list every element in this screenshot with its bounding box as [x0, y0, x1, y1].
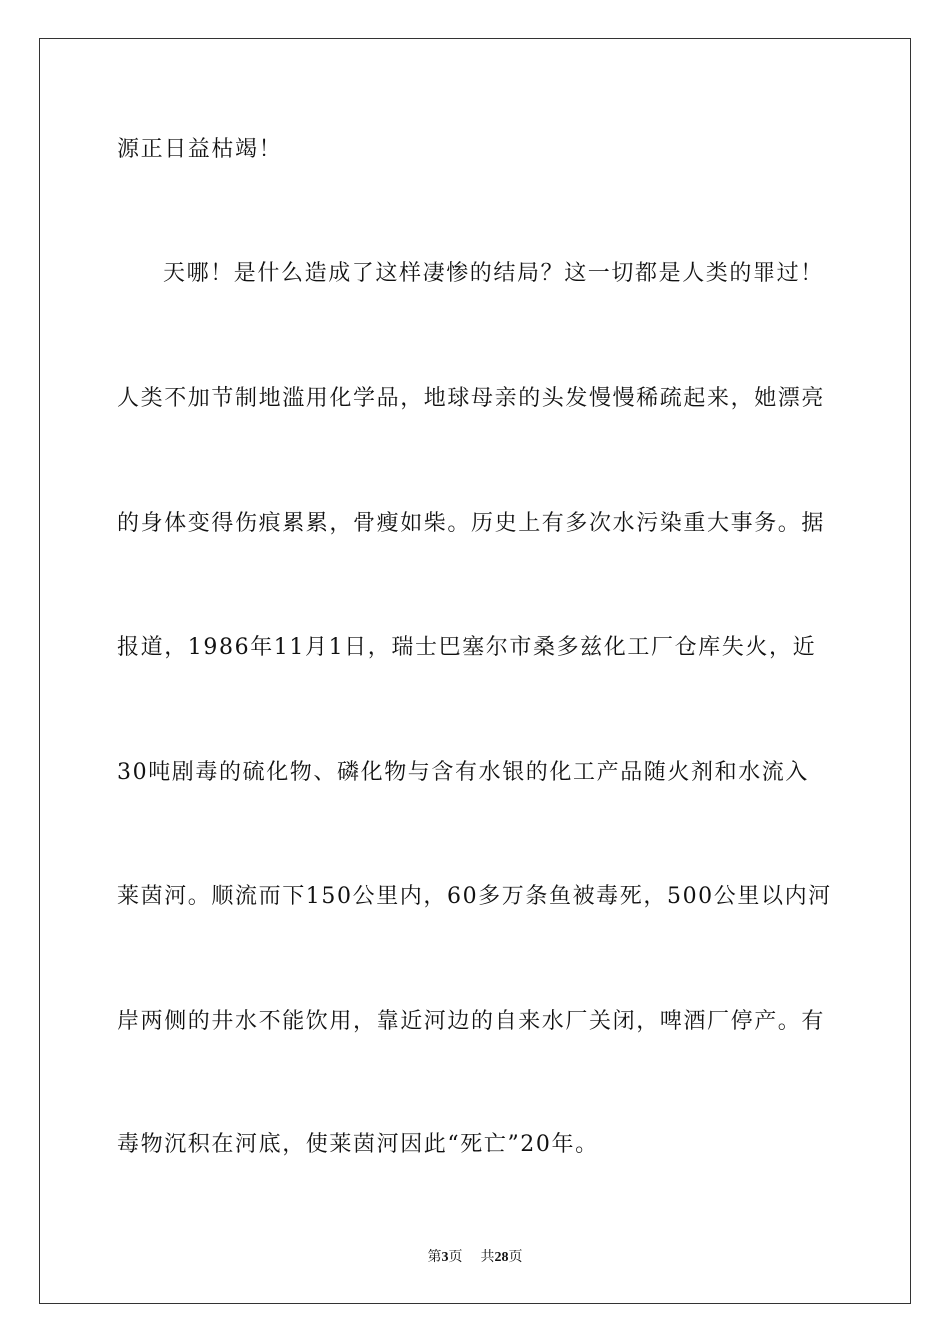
body-text-line: 的身体变得伤痕累累，骨瘦如柴。历史上有多次水污染重大事务。据 — [117, 511, 826, 536]
body-text-line: 人类不加节制地滥用化学品，地球母亲的头发慢慢稀疏起来，她漂亮 — [117, 386, 826, 411]
total-pages: 28 — [494, 1250, 509, 1265]
body-text-line: 源正日益枯竭！ — [117, 137, 283, 162]
body-text-line: 毒物沉积在河底，使莱茵河因此“死亡”20年。 — [117, 1132, 599, 1157]
page-footer — [0, 1248, 950, 1267]
page-suffix: 页 — [448, 1249, 463, 1265]
total-prefix: 共 — [480, 1249, 495, 1265]
page-prefix: 第 — [427, 1249, 442, 1265]
body-text-line: 莱茵河。顺流而下150公里内，60多万条鱼被毒死，500公里以内河 — [117, 884, 832, 909]
page-border — [39, 38, 911, 1304]
body-text-line: 岸两侧的井水不能饮用，靠近河边的自来水厂关闭，啤酒厂停产。有 — [117, 1009, 826, 1034]
page-number: 3 — [441, 1250, 449, 1265]
total-suffix: 页 — [508, 1249, 523, 1265]
body-text-line: 30吨剧毒的硫化物、磷化物与含有水银的化工产品随火剂和水流入 — [117, 760, 809, 785]
body-text-line: 天哪！是什么造成了这样凄惨的结局？这一切都是人类的罪过！ — [163, 261, 824, 286]
body-text-line: 报道，1986年11月1日，瑞士巴塞尔市桑多兹化工厂仓库失火，近 — [117, 635, 817, 660]
